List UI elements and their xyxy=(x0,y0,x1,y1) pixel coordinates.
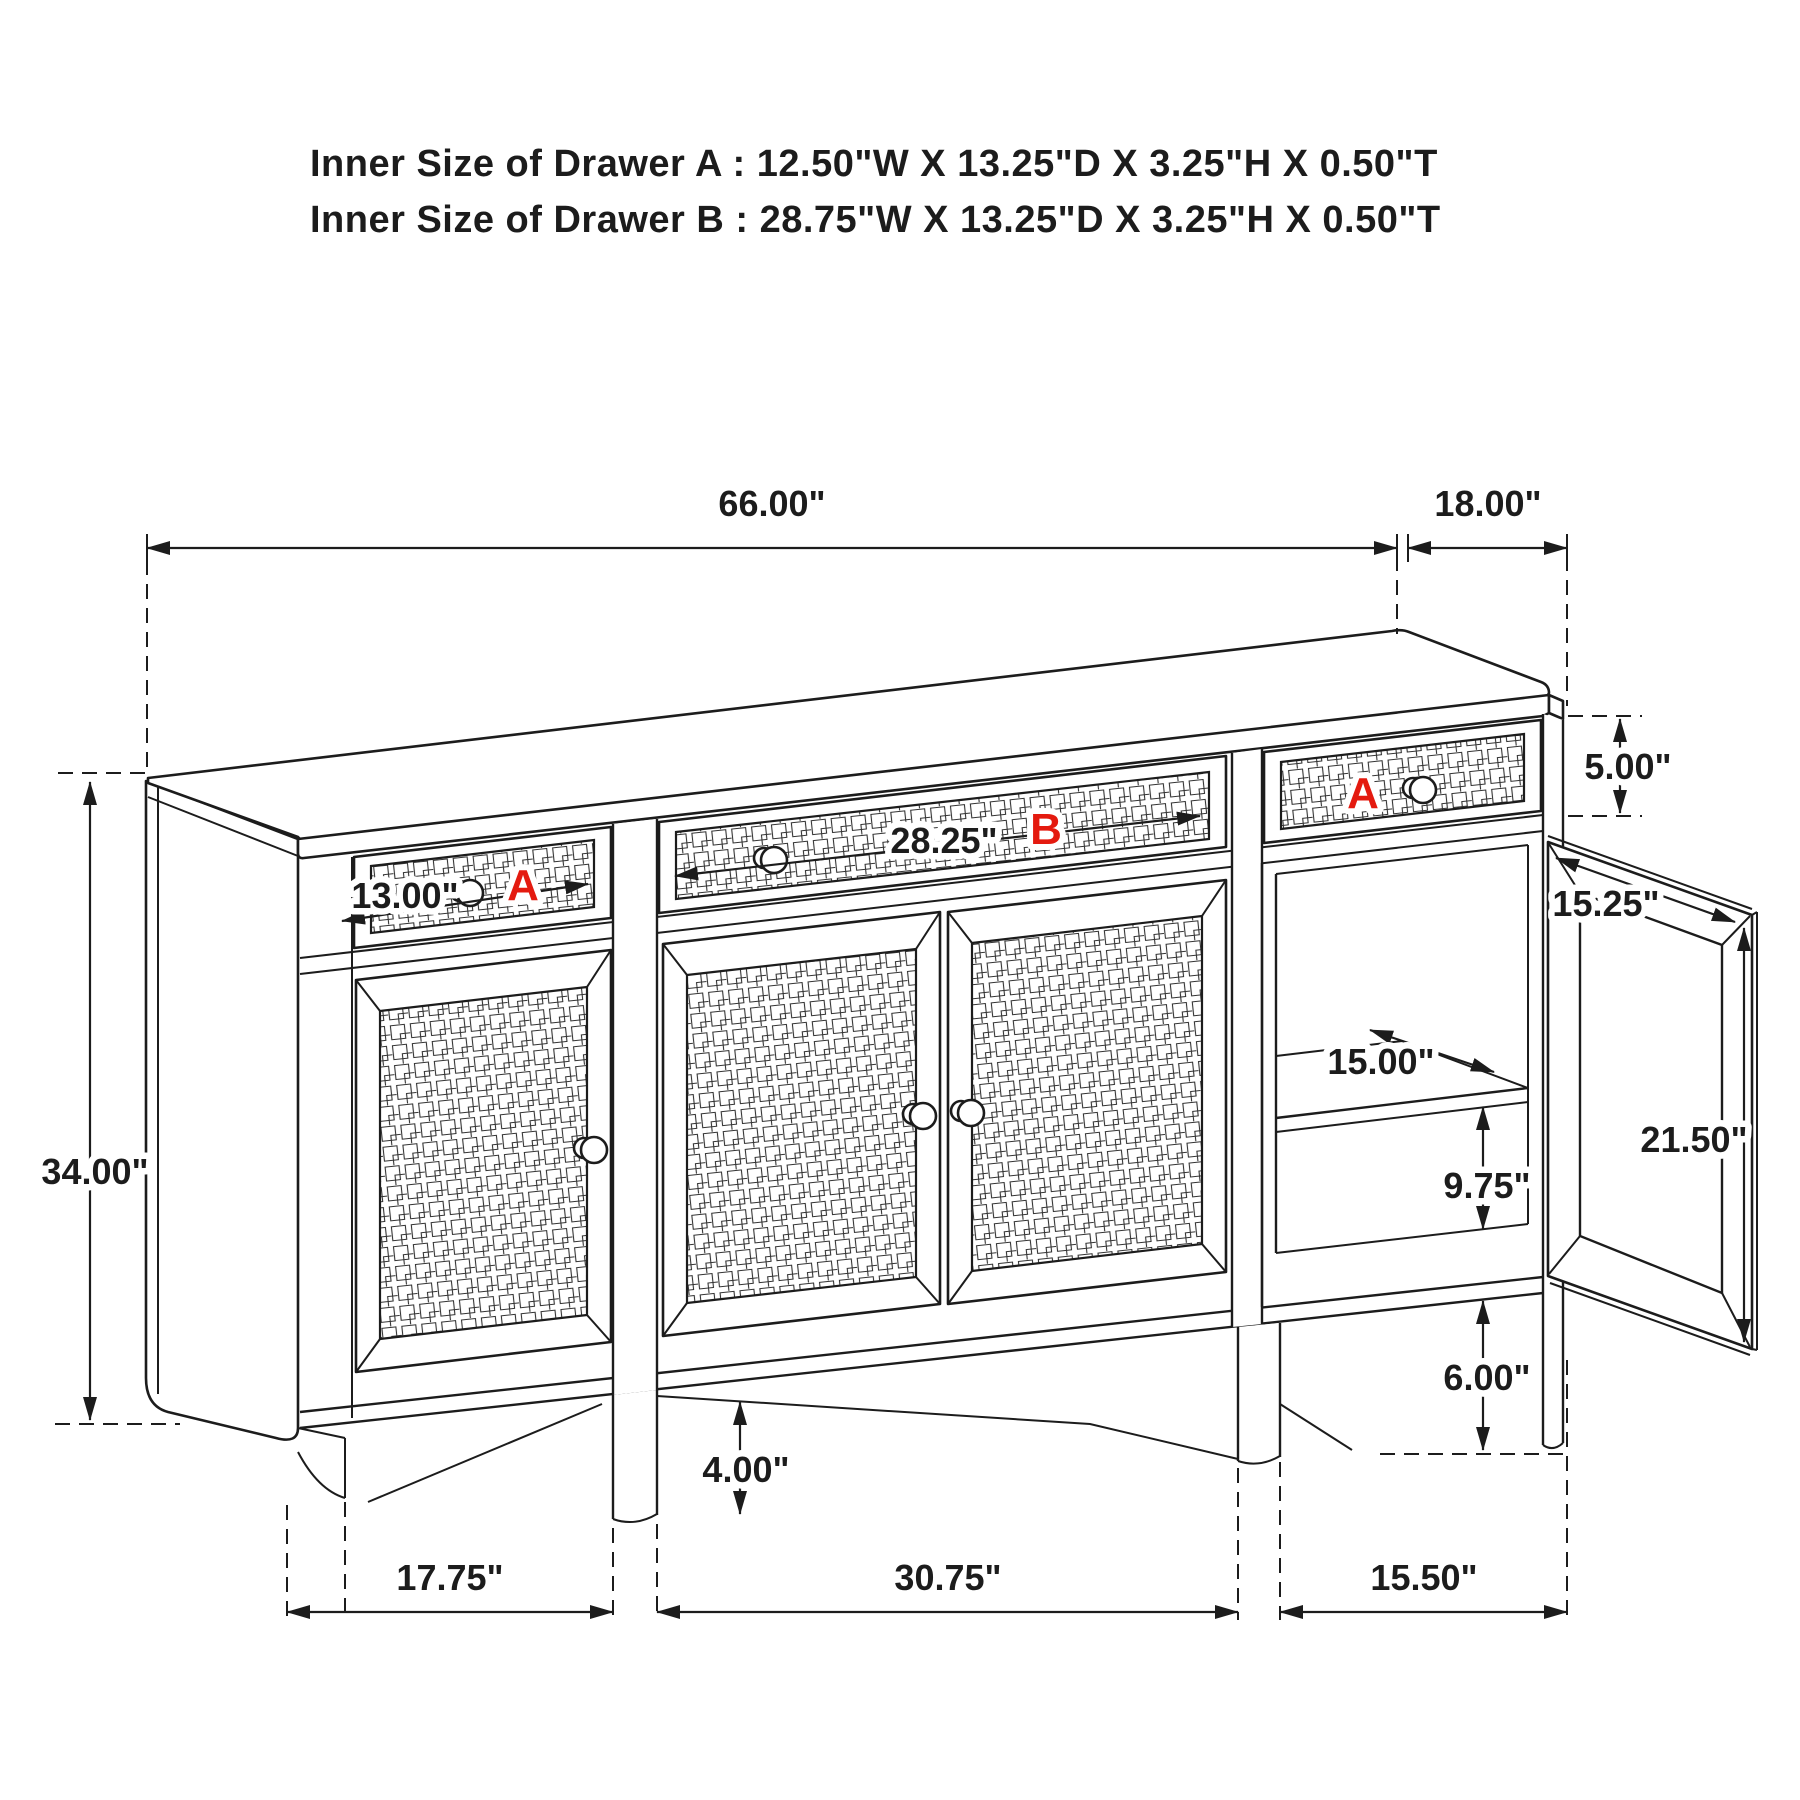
stile-left-fill xyxy=(613,819,657,1395)
dim-overall-depth xyxy=(1408,483,1567,562)
dim-section-right-label: 15.50" xyxy=(1370,1557,1478,1598)
dim-drawer-band-height xyxy=(1568,716,1672,816)
dim-section-right xyxy=(1280,1557,1567,1612)
left-side-panel xyxy=(146,781,298,1440)
label-drawer-b: B xyxy=(1030,805,1062,854)
door-2 xyxy=(663,912,940,1336)
dim-overall-width-label: 66.00" xyxy=(718,483,826,524)
dim-shelf-depth-label: 15.00" xyxy=(1327,1041,1435,1082)
base-stretcher-left xyxy=(368,1404,602,1502)
door-3-cane-panel xyxy=(972,916,1202,1271)
dim-leg-height-label: 4.00" xyxy=(702,1449,790,1490)
dim-base-clearance-label: 6.00" xyxy=(1443,1357,1531,1398)
door-1 xyxy=(356,950,611,1372)
dim-overall-depth-label: 18.00" xyxy=(1434,483,1542,524)
dim-overall-height-label: 34.00" xyxy=(41,1151,149,1192)
dim-door-height-label: 21.50" xyxy=(1640,1119,1748,1160)
dim-overall-width xyxy=(147,483,1397,562)
leg-front-left xyxy=(298,1428,345,1498)
title-line-2: Inner Size of Drawer B : 28.75"W X 13.25"D X 3.25"H X 0.50"T xyxy=(310,199,1441,241)
dim-section-middle xyxy=(657,1557,1238,1612)
title-line-1: Inner Size of Drawer A : 12.50"W X 13.25"D X 3.25"H X 0.50"T xyxy=(310,143,1438,185)
label-drawer-a-left: A xyxy=(507,861,539,910)
dim-drawer-middle-label: 28.25" xyxy=(890,820,998,861)
dim-shelf-clearance xyxy=(1443,1107,1530,1229)
dim-shelf-depth xyxy=(1327,1030,1494,1082)
cabinet-top-corner xyxy=(1549,695,1563,719)
dim-door-width-label: 15.25" xyxy=(1552,883,1660,924)
stile-right-fill xyxy=(1232,749,1262,1327)
shelf-front-edge xyxy=(1276,1088,1528,1118)
dim-drawer-left-label: 13.00" xyxy=(351,875,459,916)
dim-drawer-band-height-label: 5.00" xyxy=(1584,746,1672,787)
dim-section-left-label: 17.75" xyxy=(396,1557,504,1598)
compartment-floor-edge xyxy=(1276,1224,1528,1253)
compartment-left-wall xyxy=(1262,863,1276,1307)
shelf-bottom-edge xyxy=(1276,1102,1528,1132)
label-drawer-a-right: A xyxy=(1347,769,1379,818)
door-1-cane-panel xyxy=(380,987,587,1339)
base-stretcher-right xyxy=(1280,1404,1352,1450)
dim-leg-height xyxy=(702,1402,789,1514)
dim-shelf-clearance-label: 9.75" xyxy=(1443,1165,1531,1206)
dim-section-middle-label: 30.75" xyxy=(894,1557,1002,1598)
leg-mid-right-fill xyxy=(1238,1323,1280,1462)
compartment-ceiling-line xyxy=(1276,845,1528,874)
door-2-cane-panel xyxy=(687,949,916,1303)
leg-mid-left-fill xyxy=(613,1390,657,1520)
title xyxy=(310,143,1441,241)
dim-section-left xyxy=(287,1557,613,1612)
door-3 xyxy=(948,880,1226,1304)
